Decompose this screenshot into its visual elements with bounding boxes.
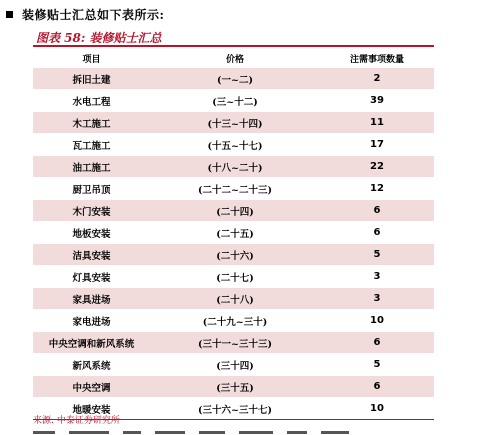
tips-table bbox=[33, 48, 434, 420]
cell-count: 2 bbox=[320, 68, 434, 90]
header-count: 注需事项数量 bbox=[320, 48, 434, 68]
cell-item: 油工施工 bbox=[33, 156, 150, 178]
table-row bbox=[33, 68, 434, 90]
cut-off-next-line bbox=[33, 431, 434, 435]
table-row bbox=[33, 310, 434, 332]
cell-price: (二十九~三十) bbox=[150, 310, 320, 332]
cell-count: 5 bbox=[320, 354, 434, 376]
cell-price: (三十六~三十七) bbox=[150, 398, 320, 420]
cell-item: 木工施工 bbox=[33, 112, 150, 134]
cell-price: (二十五) bbox=[150, 222, 320, 244]
table-row bbox=[33, 376, 434, 398]
header-price: 价格 bbox=[150, 48, 320, 68]
cell-count: 17 bbox=[320, 134, 434, 156]
cell-count: 12 bbox=[320, 178, 434, 200]
cell-count: 6 bbox=[320, 376, 434, 398]
cell-count: 10 bbox=[320, 398, 434, 420]
table-row bbox=[33, 90, 434, 112]
cell-price: (二十七) bbox=[150, 266, 320, 288]
cell-count: 3 bbox=[320, 288, 434, 310]
cell-item: 木门安装 bbox=[33, 200, 150, 222]
cell-item: 地板安装 bbox=[33, 222, 150, 244]
cell-item: 厨卫吊顶 bbox=[33, 178, 150, 200]
cell-price: (二十二~二十三) bbox=[150, 178, 320, 200]
cell-price: (二十八) bbox=[150, 288, 320, 310]
cell-count: 6 bbox=[320, 200, 434, 222]
cell-price: (十三~十四) bbox=[150, 112, 320, 134]
cell-price: (三~十二) bbox=[150, 90, 320, 112]
table-row bbox=[33, 156, 434, 178]
cell-count: 10 bbox=[320, 310, 434, 332]
cell-item: 中央空调 bbox=[33, 376, 150, 398]
table-header-row bbox=[33, 48, 434, 68]
intro-text: 装修贴士汇总如下表所示: bbox=[22, 7, 165, 22]
header-item: 项目 bbox=[33, 48, 150, 68]
cell-price: (三十一~三十三) bbox=[150, 332, 320, 354]
table-row bbox=[33, 222, 434, 244]
cell-item: 灯具安装 bbox=[33, 266, 150, 288]
cell-item: 家具进场 bbox=[33, 288, 150, 310]
cell-item: 新风系统 bbox=[33, 354, 150, 376]
table-row bbox=[33, 134, 434, 156]
cell-count: 22 bbox=[320, 156, 434, 178]
cell-price: (十五~十七) bbox=[150, 134, 320, 156]
cell-count: 6 bbox=[320, 222, 434, 244]
table-row bbox=[33, 266, 434, 288]
cell-price: (三十五) bbox=[150, 376, 320, 398]
source-note: 来源: 中泰证券研究所 bbox=[33, 416, 120, 426]
table-row bbox=[33, 354, 434, 376]
table-row bbox=[33, 332, 434, 354]
table-row bbox=[33, 288, 434, 310]
cell-price: (一~二) bbox=[150, 68, 320, 90]
cell-price: (二十六) bbox=[150, 244, 320, 266]
cell-price: (十八~二十) bbox=[150, 156, 320, 178]
table-row bbox=[33, 178, 434, 200]
table-caption-bar bbox=[33, 28, 434, 47]
cell-item: 家电进场 bbox=[33, 310, 150, 332]
cell-item: 地暖安装 bbox=[33, 398, 150, 420]
cell-item: 拆旧土建 bbox=[33, 68, 150, 90]
cell-count: 39 bbox=[320, 90, 434, 112]
table-row bbox=[33, 244, 434, 266]
cell-item: 水电工程 bbox=[33, 90, 150, 112]
table-caption: 图表 58: 装修贴士汇总 bbox=[36, 31, 162, 45]
intro-line bbox=[6, 6, 164, 22]
cell-item: 瓦工施工 bbox=[33, 134, 150, 156]
cell-price: (二十四) bbox=[150, 200, 320, 222]
cell-item: 洁具安装 bbox=[33, 244, 150, 266]
cell-count: 6 bbox=[320, 332, 434, 354]
table-row bbox=[33, 112, 434, 134]
cell-count: 11 bbox=[320, 112, 434, 134]
cell-item: 中央空调和新风系统 bbox=[33, 332, 150, 354]
square-bullet-icon bbox=[6, 11, 13, 18]
cell-price: (三十四) bbox=[150, 354, 320, 376]
table-row bbox=[33, 200, 434, 222]
cell-count: 3 bbox=[320, 266, 434, 288]
cell-count: 5 bbox=[320, 244, 434, 266]
